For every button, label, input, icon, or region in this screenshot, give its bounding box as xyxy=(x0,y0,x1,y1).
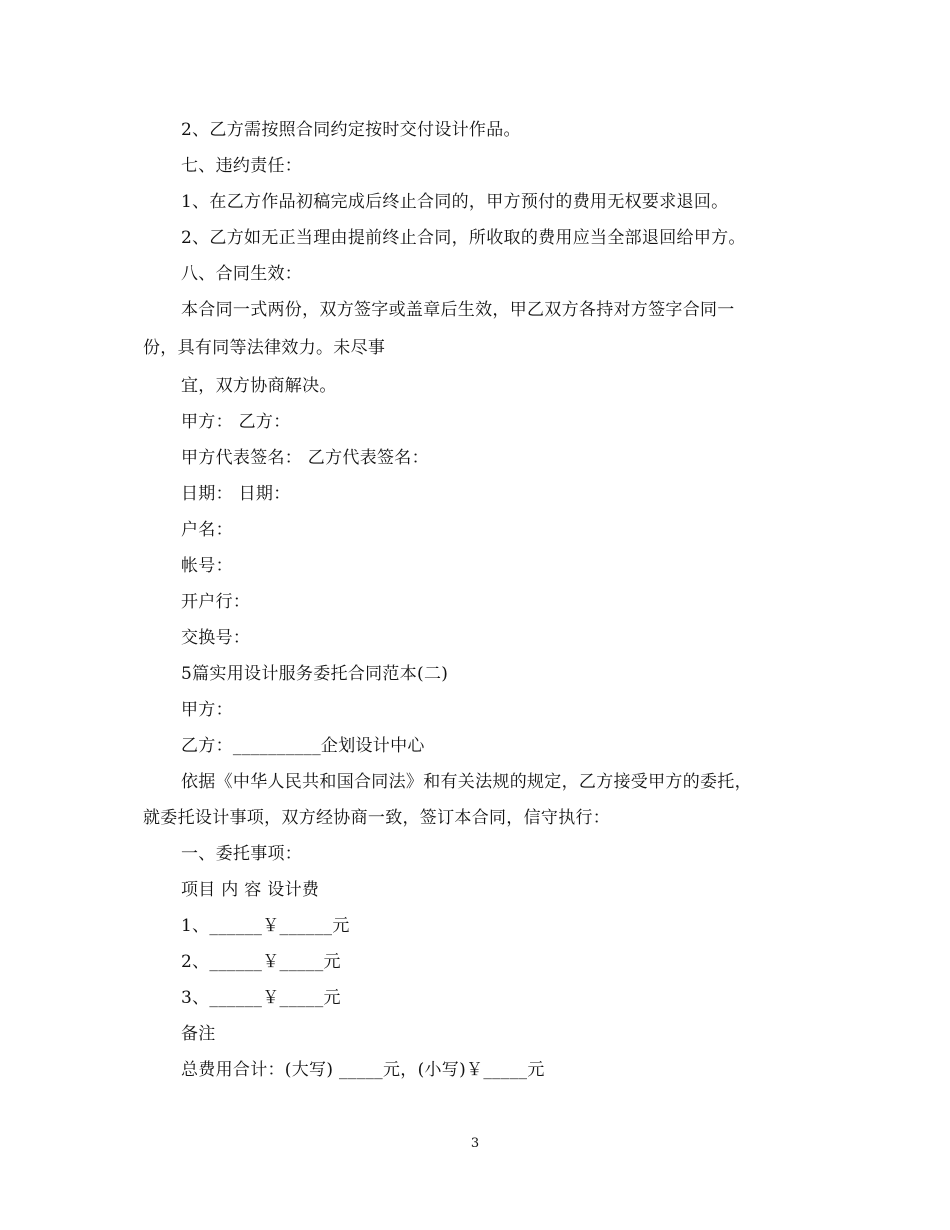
account-name: 户名： xyxy=(181,520,233,540)
section-heading-breach: 七、违约责任： xyxy=(181,156,303,176)
paragraph-effect-line-3: 宜，双方协商解决。 xyxy=(181,376,337,396)
fee-row-3: 3、______￥_____元 xyxy=(181,988,341,1008)
signature-representatives: 甲方代表签名： 乙方代表签名： xyxy=(181,448,429,468)
page-number: 3 xyxy=(470,1136,480,1151)
fee-table-header: 项目 内 容 设计费 xyxy=(181,880,320,900)
fee-row-1: 1、______￥______元 xyxy=(181,916,350,936)
paragraph-effect-line-1: 本合同一式两份，双方签字或盖章后生效，甲乙双方各持对方签字合同一 xyxy=(181,300,735,320)
party-a: 甲方： xyxy=(181,700,233,720)
clause-breach-2: 2、乙方如无正当理由提前终止合同，所收取的费用应当全部退回给甲方。 xyxy=(181,228,746,248)
exchange-number: 交换号： xyxy=(181,628,251,648)
account-bank: 开户行： xyxy=(181,592,251,612)
section-heading-effect: 八、合同生效： xyxy=(181,264,303,284)
clause-delivery: 2、乙方需按照合同约定按时交付设计作品。 xyxy=(181,120,521,140)
signature-dates: 日期： 日期： xyxy=(181,484,291,504)
section-heading-commission: 一、委托事项： xyxy=(181,844,303,864)
paragraph-basis-line-2: 就委托设计事项，双方经协商一致，签订本合同，信守执行： xyxy=(143,808,611,828)
remarks: 备注 xyxy=(181,1024,216,1044)
account-number: 帐号： xyxy=(181,556,233,576)
paragraph-effect-line-2: 份，具有同等法律效力。未尽事 xyxy=(143,338,386,358)
paragraph-basis-line-1: 依据《中华人民共和国合同法》和有关法规的规定，乙方接受甲方的委托， xyxy=(181,772,752,792)
clause-breach-1: 1、在乙方作品初稿完成后终止合同的，甲方预付的费用无权要求退回。 xyxy=(181,192,729,212)
fee-row-2: 2、______￥_____元 xyxy=(181,952,341,972)
fee-total: 总费用合计：(大写) _____元，(小写)￥_____元 xyxy=(181,1060,545,1080)
section-title-contract-two: 5篇实用设计服务委托合同范本(二) xyxy=(181,664,449,684)
party-b: 乙方：__________企划设计中心 xyxy=(181,736,425,756)
signature-parties: 甲方： 乙方： xyxy=(181,412,291,432)
